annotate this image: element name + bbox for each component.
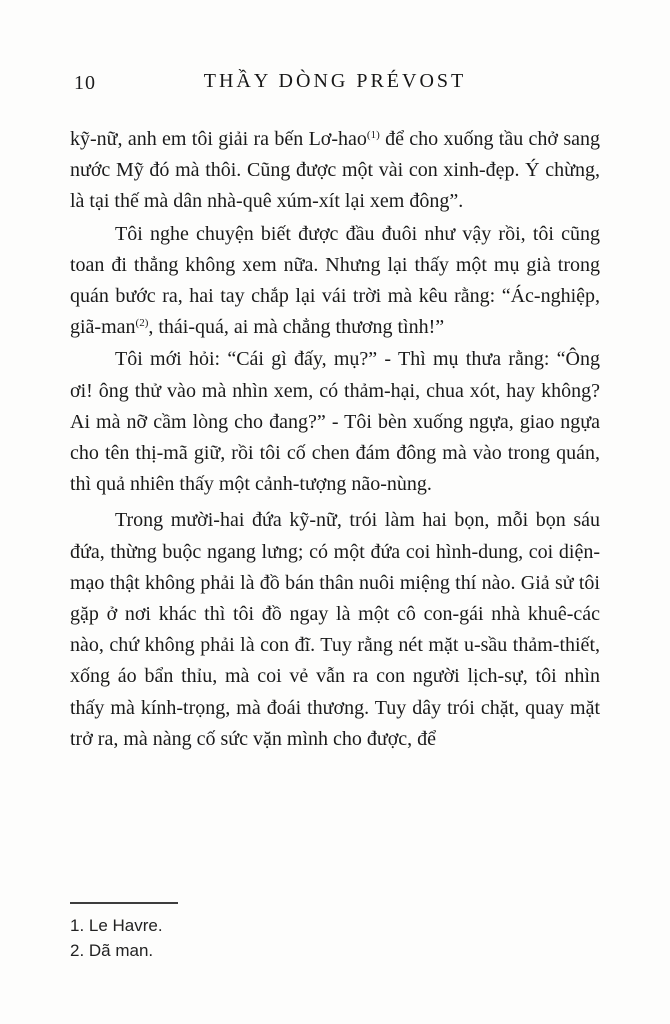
footnote-ref-1: (1)	[366, 129, 380, 141]
footnote-ref-2: (2)	[135, 317, 149, 330]
paragraph-2	[70, 219, 600, 344]
paragraph-text: Tôi nghe chuyện biết được đầu đuôi như vậy rồi, tôi cũng toan đi thẳng không xem nữa. Nhưng lại thấy một mụ già trong quán bước ra, hai tay chắp lại vái trời mà kêu rằng: “Ác-nghiệp, giã-man	[70, 222, 600, 339]
footnotes	[70, 902, 600, 963]
paragraph-text: , thái-quá, ai mà chẳng thương tình!”	[148, 316, 445, 339]
running-title: THẦY DÒNG PRÉVOST	[203, 70, 467, 92]
paragraph-3	[70, 344, 600, 500]
paragraph-text: kỹ-nữ, anh em tôi giải ra bến Lơ-hao	[70, 128, 367, 150]
paragraph-4	[70, 505, 600, 755]
paragraph-text: Tôi mới hỏi: “Cái gì đấy, mụ?” - Thì mụ thưa rằng: “Ông ơi! ông thử vào mà nhìn xem, có thảm-hại, chua xót, hay không? Ai mà nỡ cầm lòng cho đang?” - Tôi bèn xuống ngựa, giao ngựa cho tên thị-mã giữ, rồi tôi cố chen đám đông mà vào trong quán, thì quả nhiên thấy một cảnh-tượng não-nùng.	[70, 348, 600, 496]
paragraph-text: Trong mười-hai đứa kỹ-nữ, trói làm hai bọn, mỗi bọn sáu đứa, thừng buộc ngang lưng; có một đứa coi hình-dung, coi diện-mạo thật không phải là đồ bán thân nuôi miệng thí nào. Giả sử tôi gặp ở nơi khác thì tôi đồ ngay là một cô con-gái nhà khuê-các nào, chứ không phải là con đĩ. Tuy rằng nét mặt u-sầu thảm-thiết, xống áo bẩn thỉu, mà coi vẻ vẫn ra con người lịch-sự, tôi nhìn thấy mà kính-trọng, mà đoái thương. Tuy dây trói chặt, quay mặt trở ra, mà nàng cố sức vặn mình cho được, để	[70, 509, 600, 750]
page-number: 10	[74, 72, 96, 94]
footnote-divider	[70, 902, 178, 904]
footnote-2: 2. Dã man.	[70, 941, 154, 960]
footnote-1: 1. Le Havre.	[70, 916, 163, 935]
body-text	[70, 124, 600, 755]
paragraph-text: để cho xuống tầu chở sang nước Mỹ đó mà thôi. Cũng được một vài con xinh-đẹp. Ý chừng, là tại thế mà dân nhà-quê xúm-xít lại xem đông”.	[70, 128, 600, 213]
page-header	[70, 70, 600, 100]
paragraph-1	[70, 124, 600, 218]
